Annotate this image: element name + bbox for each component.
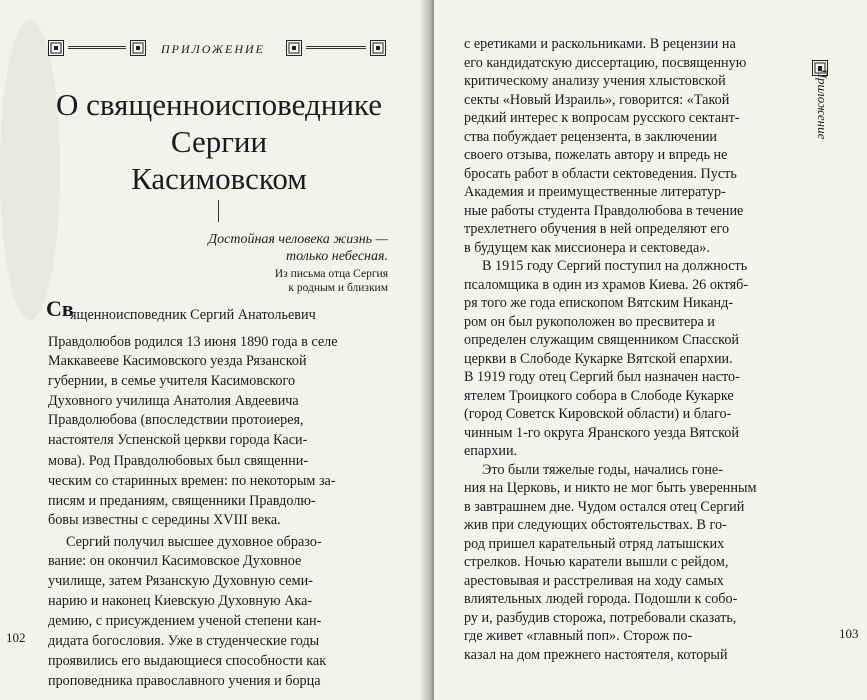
text-line: Правдолюбов родился 13 июня 1890 года в селе — [48, 334, 338, 350]
text-line: критическому анализу учения хлыстовской — [464, 73, 726, 89]
text-line: настоятеля Успенской церкви города Каси- — [48, 432, 308, 448]
text-line: В 1919 году отец Сергий был назначен насто- — [464, 369, 740, 385]
title-line: О священноисповеднике — [56, 87, 382, 122]
text-line: ния на Церковь, и никто не мог быть уверенным — [464, 480, 757, 496]
text-line: ческим со старинных времен: по некоторым за- — [48, 473, 336, 489]
text-line: влиятельных людей города. Подошли к собо- — [464, 591, 738, 607]
text-line: епархии. — [464, 443, 518, 459]
text-line: род пришел карательный отряд латышских — [464, 536, 725, 552]
text-line: в будущем как миссионера и сектоведа». — [464, 240, 710, 256]
text-line: дидата богословия. Уже в студенческие годы — [48, 633, 320, 649]
text-line: Академия и преимущественные литератур- — [464, 184, 726, 200]
chapter-header — [48, 40, 388, 58]
ornament-icon — [48, 40, 64, 56]
ornament-icon — [130, 40, 146, 56]
text-line: Сергий получил высшее духовное образо- — [66, 534, 322, 550]
text-line: вание: он окончил Касимовское Духовное — [48, 553, 302, 569]
ornament-icon — [286, 40, 302, 56]
text-line: редкий интерес к вопросам русского сектант- — [464, 110, 740, 126]
text-line: ятелем Троицкого собора в Слободе Кукарке — [464, 388, 734, 404]
text-line: где живет «главный поп». Сторож по- — [464, 628, 693, 644]
right-page — [434, 0, 867, 700]
text-line: губернии, в семье учителя Касимовского — [48, 373, 296, 389]
epigraph-source-line: к родным и близким — [288, 282, 388, 294]
epigraph-source — [275, 267, 388, 295]
epigraph — [208, 231, 388, 265]
epigraph-line: только небесная. — [286, 249, 388, 264]
chapter-label: ПРИЛОЖЕНИЕ — [161, 42, 265, 56]
text-line: бовы известны с середины XVIII века. — [48, 512, 281, 528]
side-header — [812, 60, 830, 152]
text-line: проявились его выдающиеся способности как — [48, 653, 327, 669]
text-line: ященноисповедник Сергий Анатольевич — [70, 307, 316, 323]
drop-cap: Св — [46, 296, 74, 321]
text-line: Маккавееве Касимовского уезда Рязанской — [48, 353, 307, 369]
title-line: Касимовском — [131, 161, 307, 196]
text-line: псаломщика в один из храмов Киева. 26 октяб- — [464, 277, 749, 293]
epigraph-line: Достойная человека жизнь — — [208, 232, 388, 247]
text-line: училище, затем Рязанскую Духовную семи- — [48, 573, 313, 589]
text-line: Духовного училища Анатолия Авдеевича — [48, 393, 299, 409]
text-line: Это были тяжелые годы, начались гоне- — [482, 462, 723, 478]
text-line: В 1915 году Сергий поступил на должность — [482, 258, 748, 274]
text-line: чинным 1-го округа Яранского уезда Вятской — [464, 425, 739, 441]
text-line: секты «Новый Израиль», говорится: «Такой — [464, 92, 730, 108]
text-line: стрелков. Ночью каратели вышли с рейдом, — [464, 554, 729, 570]
header-rule — [306, 46, 366, 49]
left-page — [0, 0, 430, 700]
text-line: ные работы студента Правдолюбова в течение — [464, 203, 744, 219]
text-line: ру и, разбудив сторожа, потребовали сказать, — [464, 610, 737, 626]
title-divider — [218, 200, 219, 222]
text-line: трехлетнего обучения в ней определяют его — [464, 221, 730, 237]
page-number-left: 102 — [6, 630, 26, 645]
chapter-title — [34, 86, 404, 197]
text-line: церкви в Слободе Кукарке Вятской епархии. — [464, 351, 733, 367]
text-line: проповедника православного учения и борца — [48, 673, 321, 689]
text-line: определен служащим священником Спасской — [464, 332, 740, 348]
text-line: жив при следующих обстоятельствах. В го- — [464, 517, 727, 533]
side-header-label: Приложение — [815, 68, 830, 140]
text-line: своего отзыва, пожелать автору и впредь не — [464, 147, 728, 163]
text-line: арестовывая и расстреливая на ходу самых — [464, 573, 724, 589]
ornament-icon — [370, 40, 386, 56]
text-line: в завтрашнем дне. Чудом остался отец Сергий — [464, 499, 745, 515]
text-line: нарию и наконец Киевскую Духовную Ака- — [48, 593, 313, 609]
text-line: его кандидатскую диссертацию, посвященную — [464, 55, 747, 71]
text-line: казал на дом прежнего настоятеля, который — [464, 647, 728, 663]
text-line: ром он был рукоположен во пресвитера и — [464, 314, 715, 330]
text-line: Правдолюбова (впоследствии протоиерея, — [48, 412, 304, 428]
text-line: писям и преданиям, священники Правдолю- — [48, 493, 316, 509]
text-line: (город Советск Кировской области) и благо- — [464, 406, 732, 422]
text-line: демию, с присуждением ученой степени кан- — [48, 613, 322, 629]
epigraph-source-line: Из письма отца Сергия — [274, 268, 388, 280]
text-line: с еретиками и раскольниками. В рецензии на — [464, 36, 736, 52]
text-line: бросать работ в области сектоведения. Пусть — [464, 166, 737, 182]
title-line: Сергии — [170, 124, 268, 159]
text-line: ства побуждает рецензента, в заключении — [464, 129, 718, 145]
text-line: мова). Род Правдолюбовых был священни- — [48, 453, 309, 469]
text-line: ря того же года епископом Вятским Никанд- — [464, 295, 734, 311]
page-number-right: 103 — [839, 626, 859, 641]
header-rule — [68, 46, 126, 49]
